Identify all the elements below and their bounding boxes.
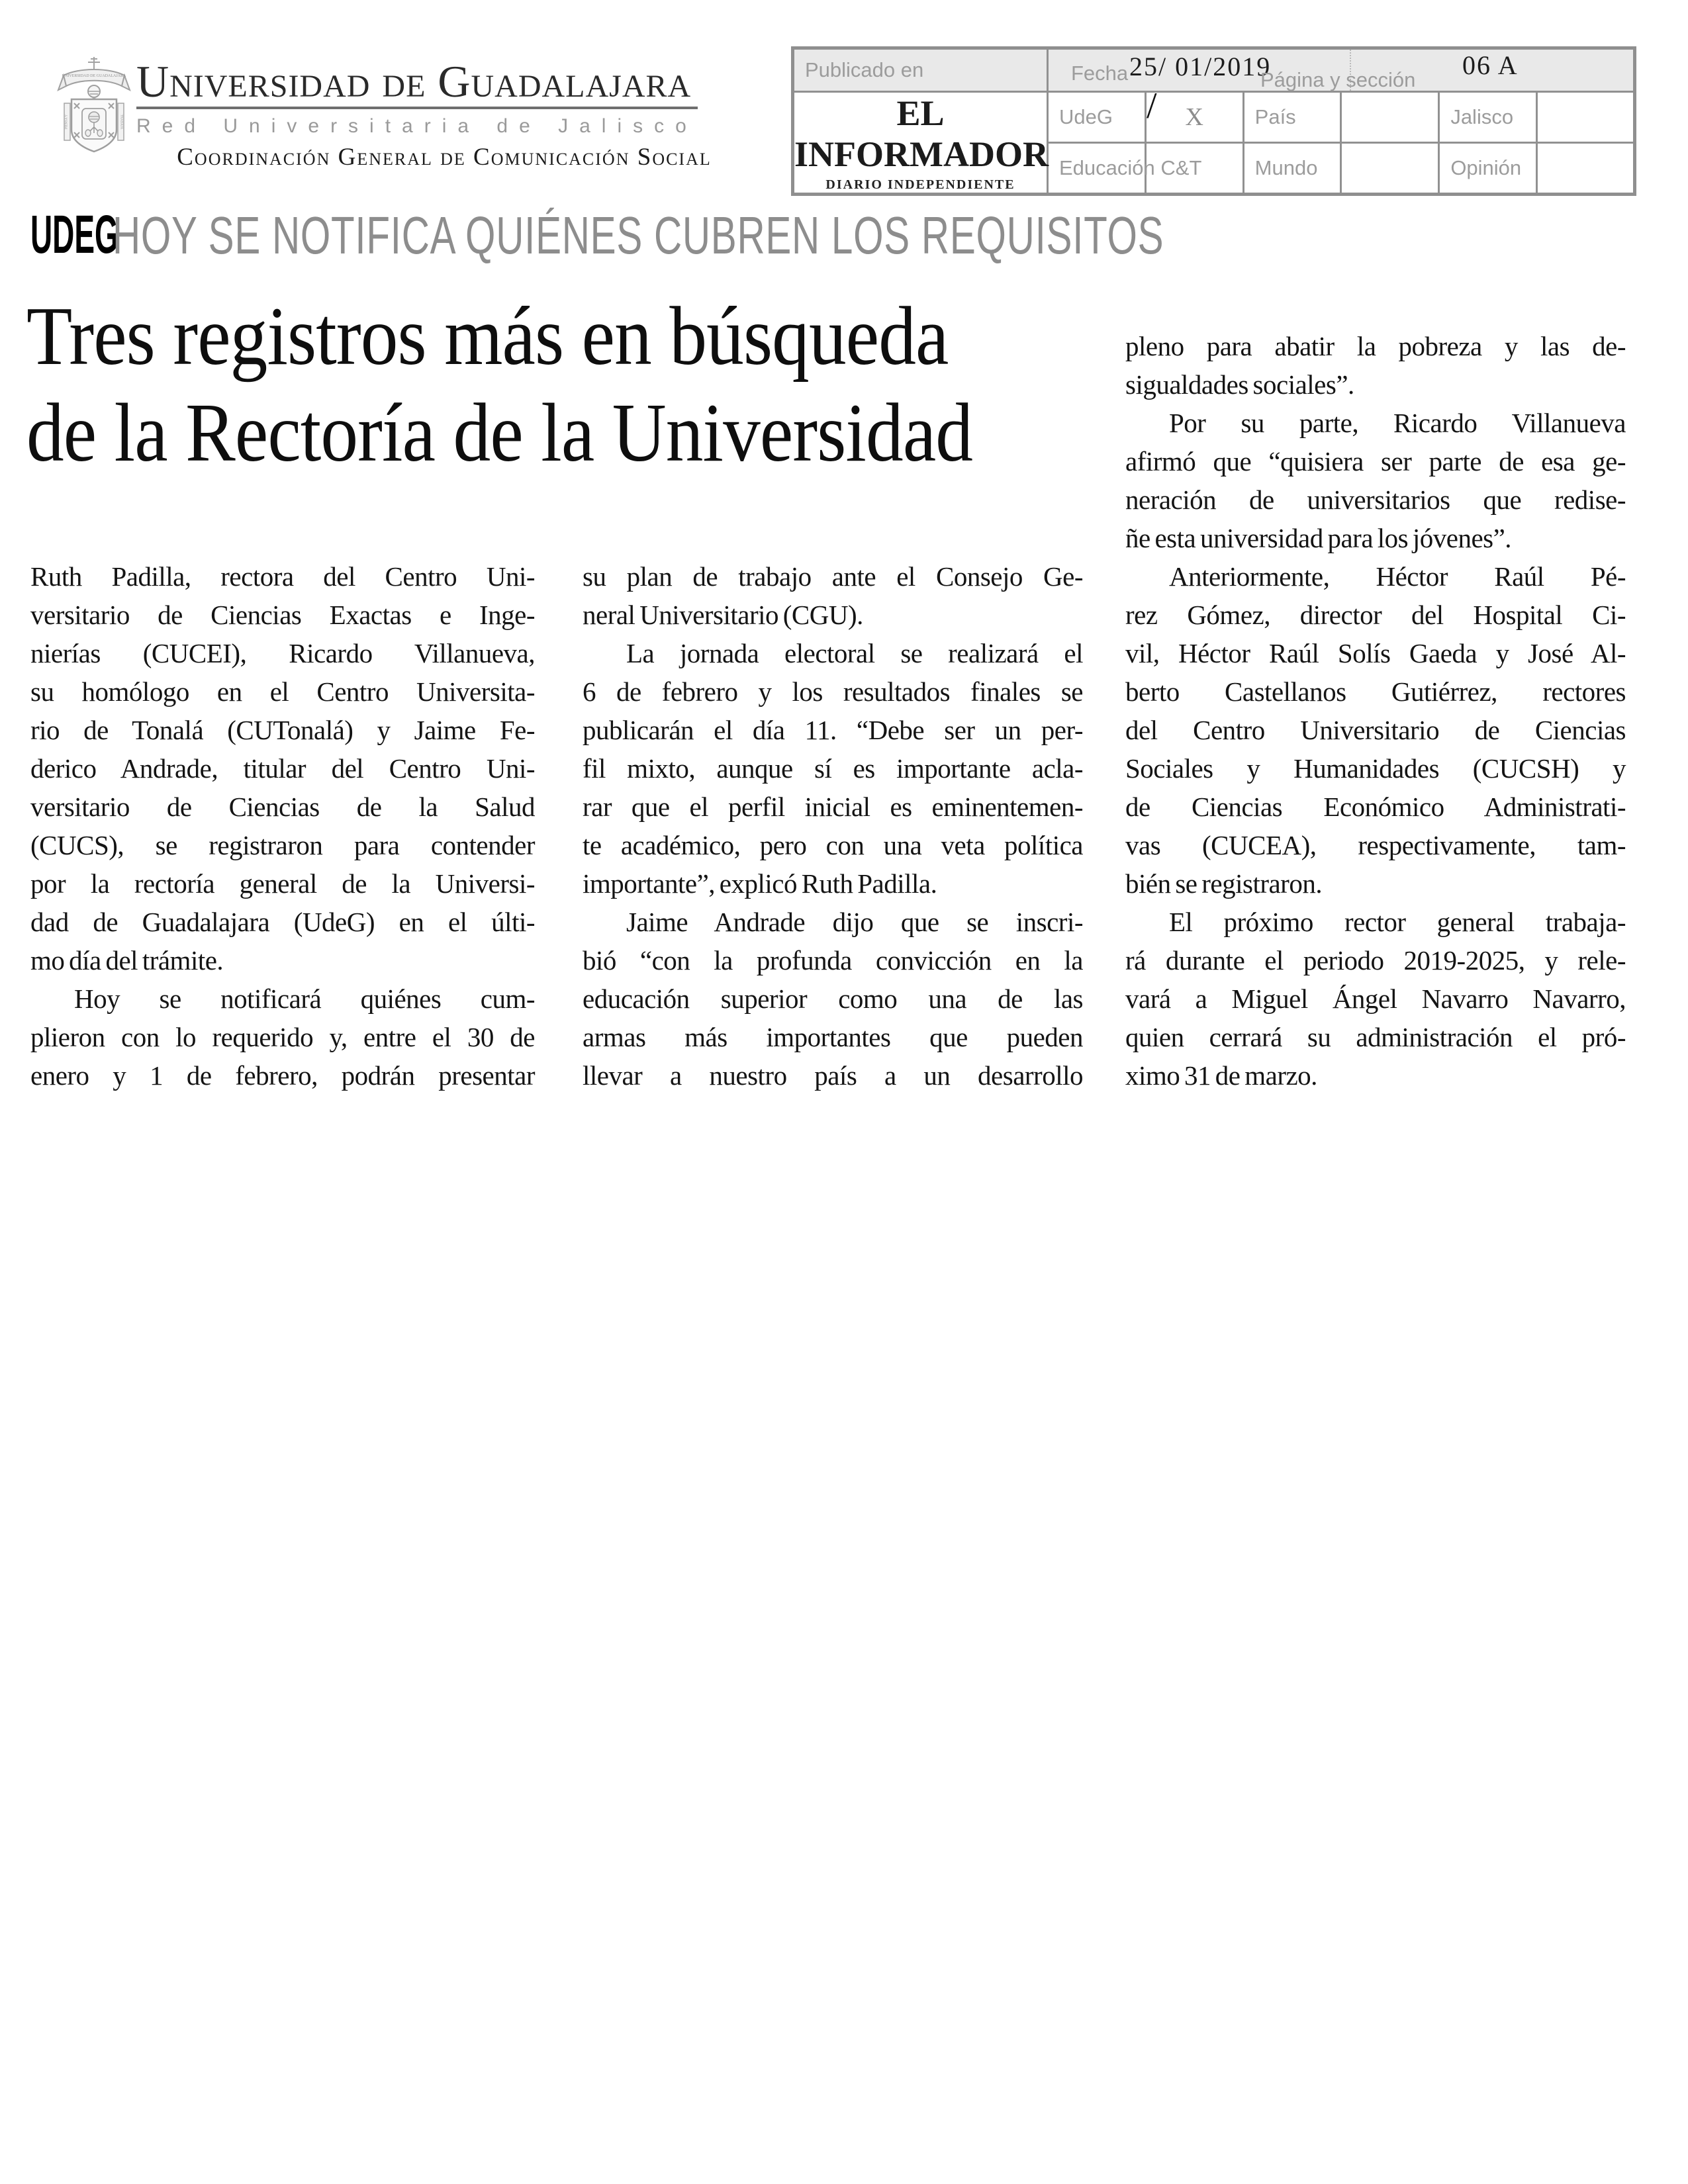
- crest-right-ribbon-text: TRABAJA: [119, 114, 123, 130]
- article-line: ximo 31 de marzo.: [1125, 1060, 1317, 1091]
- checkbox-jalisco: [1537, 92, 1635, 143]
- article-line: ñe esta universidad para los jóvenes”.: [1125, 523, 1512, 553]
- published-in-label: Publicado en: [805, 58, 924, 81]
- checkbox-pais: [1341, 92, 1439, 143]
- category-label-mundo: Mundo: [1254, 156, 1318, 179]
- kicker-text: HOY SE NOTIFICA QUIÉNES CUBREN LOS REQUISITOS: [113, 206, 1164, 265]
- category-cell-jalisco: [1439, 92, 1537, 143]
- category-cell-pais: [1243, 92, 1341, 143]
- checkbox-mundo: [1341, 142, 1439, 194]
- article-line: La jornada electoral se realizará el: [626, 638, 1083, 668]
- kicker-tag: UDEG: [30, 205, 118, 265]
- article-line: rar que el perfil inicial es eminentemen-: [583, 792, 1083, 822]
- published-in-header-cell: [793, 48, 1048, 92]
- article-line: enero y 1 de febrero, podrán presentar: [30, 1060, 535, 1091]
- article-line: su plan de trabajo ante el Consejo Ge-: [583, 561, 1083, 592]
- article-line: educación superior como una de las: [583, 983, 1083, 1014]
- crest-banner-text: UNIVERSIDAD DE GUADALAJARA: [62, 74, 126, 78]
- article-line: afirmó que “quisiera ser parte de esa ge-: [1125, 446, 1626, 477]
- category-cell-mundo: [1243, 142, 1341, 194]
- article-line: su homólogo en el Centro Universita-: [30, 676, 535, 707]
- article-line: por la rectoría general de la Universi-: [30, 868, 535, 899]
- article-line: Anteriormente, Héctor Raúl Pé-: [1169, 561, 1626, 592]
- publication-tagline: DIARIO INDEPENDIENTE: [825, 177, 1015, 192]
- article-line: bió “con la profunda convicción en la: [583, 945, 1083, 976]
- clipping-info-table: [791, 46, 1636, 196]
- article-line: mo día del trámite.: [30, 945, 224, 976]
- article-line: derico Andrade, titular del Centro Uni-: [30, 753, 535, 784]
- category-label-jalisco: Jalisco: [1450, 105, 1514, 128]
- article-line: berto Castellanos Gutiérrez, rectores: [1125, 676, 1626, 707]
- article-line: del Centro Universitario de Ciencias: [1125, 715, 1626, 745]
- article-line: pleno para abatir la pobreza y las de-: [1125, 331, 1626, 361]
- checkbox-udeg: X: [1145, 92, 1243, 143]
- letterhead: [136, 58, 772, 171]
- page-section-label: Página y sección: [1260, 68, 1416, 91]
- article-line: llevar a nuestro país a un desarrollo: [583, 1060, 1083, 1091]
- coordination-line: Coordinación General de Comunicación Social: [177, 144, 712, 171]
- category-cell-opinion: [1439, 142, 1537, 194]
- date-value: 25/ 01/2019: [1129, 52, 1272, 81]
- checkbox-opinion: [1537, 142, 1635, 194]
- date-page-header-cell: [1048, 48, 1635, 92]
- article-line: Hoy se notificará quiénes cum-: [74, 983, 535, 1014]
- university-crest-icon: [57, 56, 131, 155]
- article-column-3: [1125, 327, 1626, 1095]
- date-label: Fecha: [1071, 62, 1129, 85]
- article-line: Sociales y Humanidades (CUCSH) y: [1125, 753, 1626, 784]
- category-label-educacion: Educación C&T: [1059, 156, 1202, 179]
- article-line: vas (CUCEA), respectivamente, tam-: [1125, 830, 1626, 860]
- article-line: fil mixto, aunque sí es importante acla-: [583, 753, 1083, 784]
- article-line: Por su parte, Ricardo Villanueva: [1169, 408, 1626, 438]
- article-line: Jaime Andrade dijo que se inscri-: [626, 907, 1083, 937]
- university-name: Universidad de Guadalajara: [136, 58, 698, 109]
- article-line: versitario de Ciencias de la Salud: [30, 792, 535, 822]
- page-section-value: 06 A: [1462, 50, 1519, 80]
- article-line: armas más importantes que pueden: [583, 1022, 1083, 1052]
- category-label-opinion: Opinión: [1450, 156, 1522, 179]
- article-column-2: [583, 557, 1083, 1095]
- article-line: dad de Guadalajara (UdeG) en el últi-: [30, 907, 535, 937]
- article-line: El próximo rector general trabaja-: [1169, 907, 1626, 937]
- article-line: importante”, explicó Ruth Padilla.: [583, 868, 937, 899]
- article-line: nierías (CUCEI), Ricardo Villanueva,: [30, 638, 535, 668]
- article-line: vará a Miguel Ángel Navarro Navarro,: [1125, 983, 1626, 1014]
- headline-line-1: Tres registros más en búsqueda: [26, 291, 949, 383]
- article-line: neración de universitarios que redise-: [1125, 484, 1626, 515]
- article-line: vil, Héctor Raúl Solís Gaeda y José Al-: [1125, 638, 1626, 668]
- article-line: rio de Tonalá (CUTonalá) y Jaime Fe-: [30, 715, 535, 745]
- article-line: bién se registraron.: [1125, 868, 1323, 899]
- article-line: 6 de febrero y los resultados finales se: [583, 676, 1083, 707]
- publication-cell: [793, 92, 1048, 195]
- university-network-line: Red Universitaria de Jalisco: [136, 115, 698, 137]
- article-headline: [26, 289, 972, 482]
- crest-left-ribbon-text: PIENSA Y: [65, 114, 69, 129]
- category-cell-educacion: [1048, 142, 1202, 194]
- article-line: te académico, pero con una veta política: [583, 830, 1083, 860]
- article-line: rá durante el periodo 2019-2025, y rele-: [1125, 945, 1626, 976]
- handwritten-check-mark: /: [1147, 85, 1157, 126]
- article-line: quien cerrará su administración el pró-: [1125, 1022, 1626, 1052]
- publication-name: EL INFORMADOR: [794, 93, 1049, 174]
- category-label-pais: País: [1254, 105, 1296, 128]
- article-line: neral Universitario (CGU).: [583, 600, 863, 630]
- article-line: plieron con lo requerido y, entre el 30 de: [30, 1022, 535, 1052]
- headline-line-2: de la Rectoría de la Universidad: [26, 387, 973, 479]
- article-line: sigualdades sociales”.: [1125, 369, 1354, 400]
- article-line: rez Gómez, director del Hospital Ci-: [1125, 600, 1626, 630]
- article-line: de Ciencias Económico Administrati-: [1125, 792, 1626, 822]
- article-line: Ruth Padilla, rectora del Centro Uni-: [30, 561, 535, 592]
- article-line: versitario de Ciencias Exactas e Inge-: [30, 600, 535, 630]
- article-column-1: [30, 557, 535, 1095]
- article-line: publicarán el día 11. “Debe ser un per-: [583, 715, 1083, 745]
- article-line: (CUCS), se registraron para contender: [30, 830, 535, 860]
- category-label-udeg: UdeG: [1059, 105, 1113, 128]
- category-cell-udeg: [1048, 85, 1157, 143]
